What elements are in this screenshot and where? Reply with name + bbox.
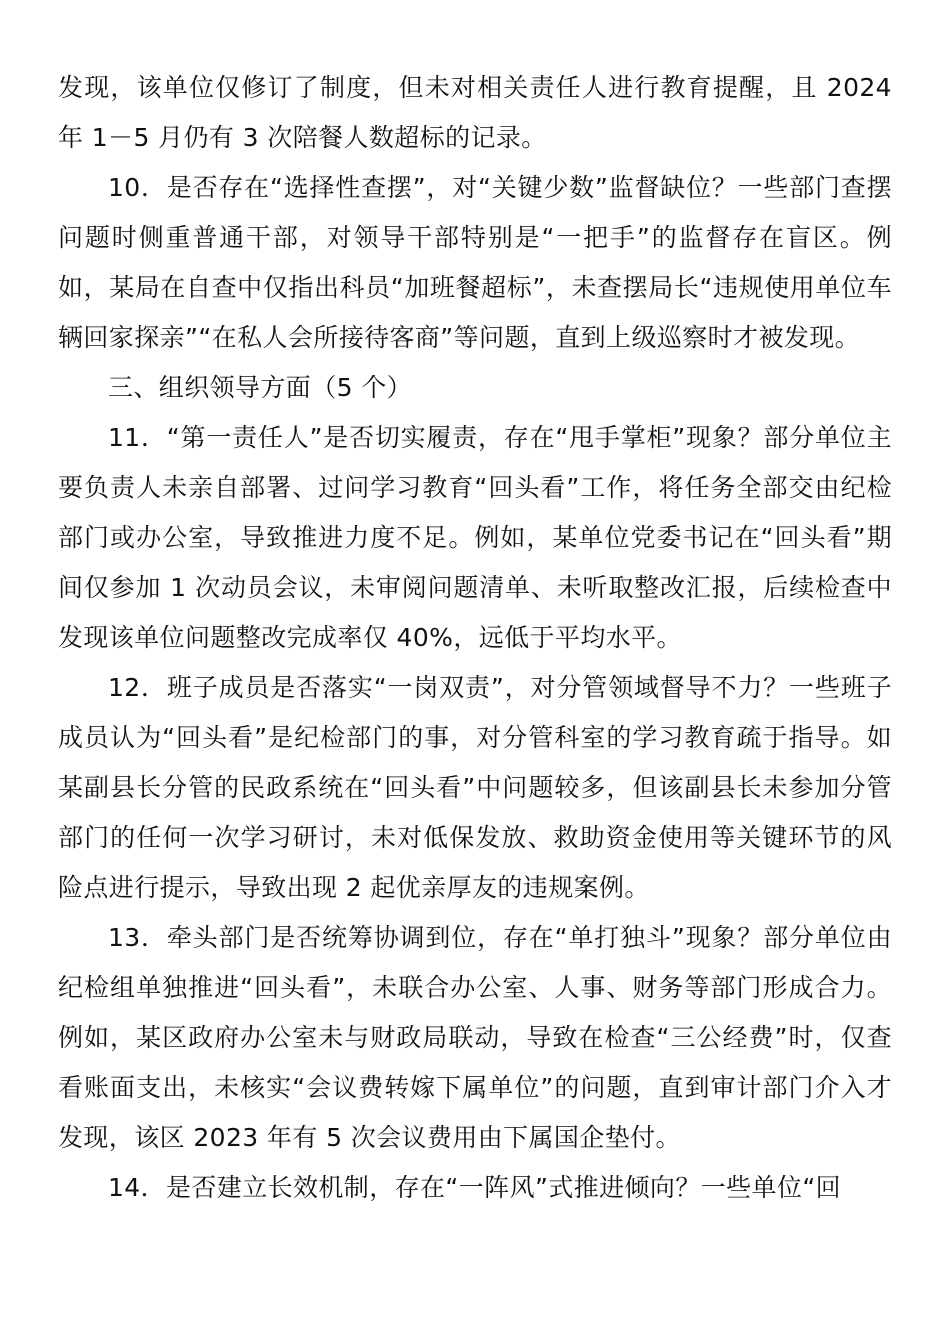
paragraph-item-14: 14．是否建立长效机制，存在“一阵风”式推进倾向？一些单位“回 <box>108 1173 842 1202</box>
section-heading-organization: 三、组织领导方面（5 个） <box>108 373 413 402</box>
paragraph-item-13: 13．牵头部门是否统筹协调到位，存在“单打独斗”现象？部分单位由纪检组单独推进“回头看”，未联合办公室、人事、财务等部门形成合力。例如，某区政府办公室未与财政局联动，导致在检查“三公经费”时，仅查看账面支出，未核实“会议费转嫁下属单位”的问题，直到审计部门介入才发现，该区 2023 年有 5 次会议费用由下属国企垫付。 <box>58 923 892 1152</box>
paragraph-item-10: 10．是否存在“选择性查摆”，对“关键少数”监督缺位？一些部门查摆问题时侧重普通干部，对领导干部特别是“一把手”的监督存在盲区。例如，某局在自查中仅指出科员“加班餐超标”，未查摆局长“违规使用单位车辆回家探亲”“在私人会所接待客商”等问题，直到上级巡察时才被发现。 <box>58 173 892 352</box>
paragraph-item-11: 11．“第一责任人”是否切实履责，存在“甩手掌柜”现象？部分单位主要负责人未亲自部署、过问学习教育“回头看”工作，将任务全部交由纪检部门或办公室，导致推进力度不足。例如，某单位党委书记在“回头看”期间仅参加 1 次动员会议，未审阅问题清单、未听取整改汇报，后续检查中发现该单位问题整改完成率仅 40%，远低于平均水平。 <box>58 423 892 652</box>
paragraph-continued: 发现，该单位仅修订了制度，但未对相关责任人进行教育提醒，且 2024 年 1－5 月仍有 3 次陪餐人数超标的记录。 <box>58 73 892 152</box>
paragraph-item-12: 12．班子成员是否落实“一岗双责”，对分管领域督导不力？一些班子成员认为“回头看”是纪检部门的事，对分管科室的学习教育疏于指导。如某副县长分管的民政系统在“回头看”中问题较多，但该副县长未参加分管部门的任何一次学习研讨，未对低保发放、救助资金使用等关键环节的风险点进行提示，导致出现 2 起优亲厚友的违规案例。 <box>58 673 892 902</box>
document-page <box>58 63 892 1213</box>
